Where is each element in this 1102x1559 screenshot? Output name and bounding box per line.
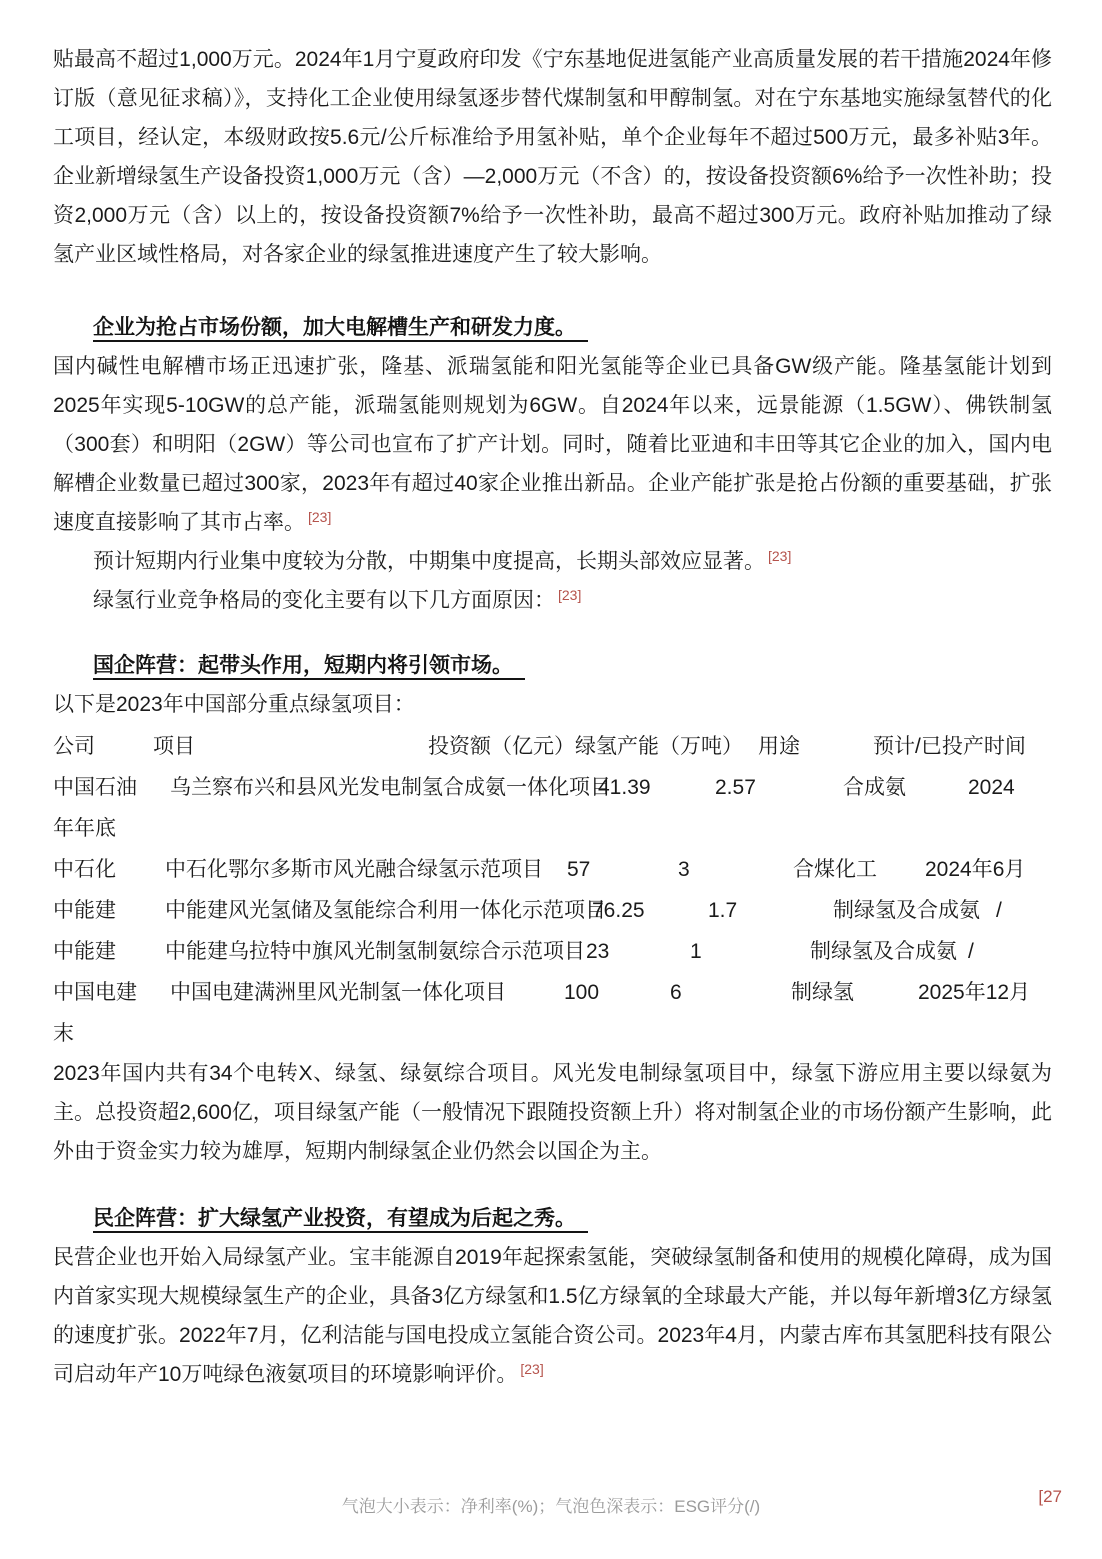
citation-link-23[interactable]: [23]	[768, 548, 792, 564]
paragraph-text: 预计短期内行业集中度较为分散，中期集中度提高，长期头部效应显著。	[93, 550, 765, 573]
table-cell: 中国电建	[53, 981, 137, 1004]
paragraph-text: 绿氢行业竞争格局的变化主要有以下几方面原因：	[93, 589, 555, 612]
table-cell: 中国电建满洲里风光制氢一体化项目	[170, 981, 506, 1004]
paragraph-concentration-outlook	[53, 542, 1052, 581]
table-cell: 23	[586, 940, 610, 963]
project-table	[53, 726, 1052, 1054]
paragraph-private-enterprises	[53, 1238, 1052, 1394]
table-line	[53, 767, 1052, 808]
table-cell: /	[996, 899, 1002, 922]
table-line	[53, 808, 1052, 849]
table-cell: 预计/已投产时间	[873, 735, 1026, 758]
table-line	[53, 726, 1052, 767]
table-cell: 57	[567, 858, 591, 881]
paragraph-projects-intro: 以下是2023年中国部分重点绿氢项目：	[53, 693, 415, 716]
heading-text: 民企阵营：扩大绿氢产业投资，有望成为后起之秀。	[93, 1207, 588, 1233]
table-cell: 年年底	[53, 817, 116, 840]
table-cell: 公司	[53, 735, 95, 758]
table-cell: 100	[564, 981, 600, 1004]
table-cell: 乌兰察布兴和县风光发电制氢合成氨一体化项目	[170, 776, 611, 799]
table-line	[53, 849, 1052, 890]
table-cell: 末	[53, 1022, 74, 1045]
table-cell: 3	[678, 858, 690, 881]
table-cell: 中能建	[53, 899, 116, 922]
heading-private-camp	[53, 1199, 1052, 1238]
table-cell: 制绿氢	[791, 981, 854, 1004]
table-line	[53, 890, 1052, 931]
table-cell: /	[968, 940, 974, 963]
table-cell: 制绿氢及合成氨	[810, 940, 957, 963]
table-cell: 项目	[153, 735, 195, 758]
table-cell: 2024	[968, 776, 1015, 799]
table-cell: 1.7	[708, 899, 738, 922]
table-cell: 2025年12月	[918, 981, 1031, 1004]
table-cell: 中国石油	[53, 776, 137, 799]
page-reference: [27	[1038, 1487, 1062, 1506]
paragraph-projects-summary: 2023年国内共有34个电转X、绿氢、绿氨综合项目。风光发电制绿氢项目中，绿氢下游应用主要以绿氨为主。总投资超2,600亿，项目绿氢产能（一般情况下跟随投资额上升）将对制氢企业的市场份额产生影响，此外由于资金实力较为雄厚，短期内制绿氢企业仍然会以国企为主。	[53, 1062, 1052, 1163]
paragraph-text: 民营企业也开始入局绿氢产业。宝丰能源自2019年起探索氢能，突破绿氢制备和使用的规模化障碍，成为国内首家实现大规模绿氢生产的企业，具备3亿方绿氢和1.5亿方绿氧的全球最大产能，并以每年新增3亿方绿氢的速度扩张。2022年7月，亿利洁能与国电投成立氢能合资公司。2023年4月，内蒙古库布其氢肥科技有限公司启动年产10万吨绿色液氨项目的环境影响评价。	[53, 1246, 1052, 1386]
table-cell: 绿氢产能（万吨）	[575, 735, 743, 758]
table-line	[53, 972, 1052, 1013]
table-cell: 中能建乌拉特中旗风光制氢制氨综合示范项目	[165, 940, 585, 963]
table-cell: 76.25	[592, 899, 645, 922]
bubble-chart-caption: 气泡大小表示：净利率(%)；气泡色深表示：ESG评分(/)	[341, 1497, 761, 1516]
table-cell: 1	[690, 940, 702, 963]
table-cell: 中能建风光氢储及氢能综合利用一体化示范项目	[165, 899, 606, 922]
table-cell: 中石化	[53, 858, 116, 881]
table-cell: 制绿氢及合成氨	[833, 899, 980, 922]
citation-link-23[interactable]: [23]	[558, 587, 582, 603]
table-cell: 中石化鄂尔多斯市风光融合绿氢示范项目	[165, 858, 543, 881]
heading-text: 国企阵营：起带头作用，短期内将引领市场。	[93, 654, 525, 680]
table-cell: 合成氨	[843, 776, 906, 799]
table-cell: 用途	[758, 735, 800, 758]
paragraph-electrolyzer-market	[53, 347, 1052, 542]
citation-link-23[interactable]: [23]	[308, 509, 332, 525]
paragraph-text: 国内碱性电解槽市场正迅速扩张，隆基、派瑞氢能和阳光氢能等企业已具备GW级产能。隆基氢能计划到2025年实现5-10GW的总产能，派瑞氢能则规划为6GW。自2024年以来，远景能源（1.5GW）、佛铁制氢（300套）和明阳（2GW）等公司也宣布了扩产计划。同时，随着比亚迪和丰田等其它企业的加入，国内电解槽企业数量已超过300家，2023年有超过40家企业推出新品。企业产能扩张是抢占份额的重要基础，扩张速度直接影响了其市占率。	[53, 355, 1052, 534]
heading-electrolyzer-expansion	[53, 308, 1052, 347]
paragraph-competition-reasons	[53, 581, 1052, 620]
citation-link-23[interactable]: [23]	[520, 1361, 544, 1377]
table-cell: 6	[670, 981, 682, 1004]
table-cell: 投资额（亿元）	[428, 735, 575, 758]
table-cell: 合煤化工	[793, 858, 877, 881]
table-line	[53, 1013, 1052, 1054]
table-line	[53, 931, 1052, 972]
table-cell: 2024年6月	[925, 858, 1026, 881]
table-cell: 中能建	[53, 940, 116, 963]
table-cell: 2.57	[715, 776, 756, 799]
heading-soe-camp	[53, 646, 1052, 685]
table-cell: 41.39	[598, 776, 651, 799]
paragraph-subsidy-policy: 贴最高不超过1,000万元。2024年1月宁夏政府印发《宁东基地促进氢能产业高质量发展的若干措施2024年修订版（意见征求稿）》，支持化工企业使用绿氢逐步替代煤制氢和甲醇制氢。对在宁东基地实施绿氢替代的化工项目，经认定，本级财政按5.6元/公斤标准给予用氢补贴，单个企业每年不超过500万元，最多补贴3年。企业新增绿氢生产设备投资1,000万元（含）—2,000万元（不含）的，按设备投资额6%给予一次性补助；投资2,000万元（含）以上的，按设备投资额7%给予一次性补助，最高不超过300万元。政府补贴加推动了绿氢产业区域性格局，对各家企业的绿氢推进速度产生了较大影响。	[53, 48, 1052, 266]
heading-text: 企业为抢占市场份额，加大电解槽生产和研发力度。	[93, 316, 588, 342]
